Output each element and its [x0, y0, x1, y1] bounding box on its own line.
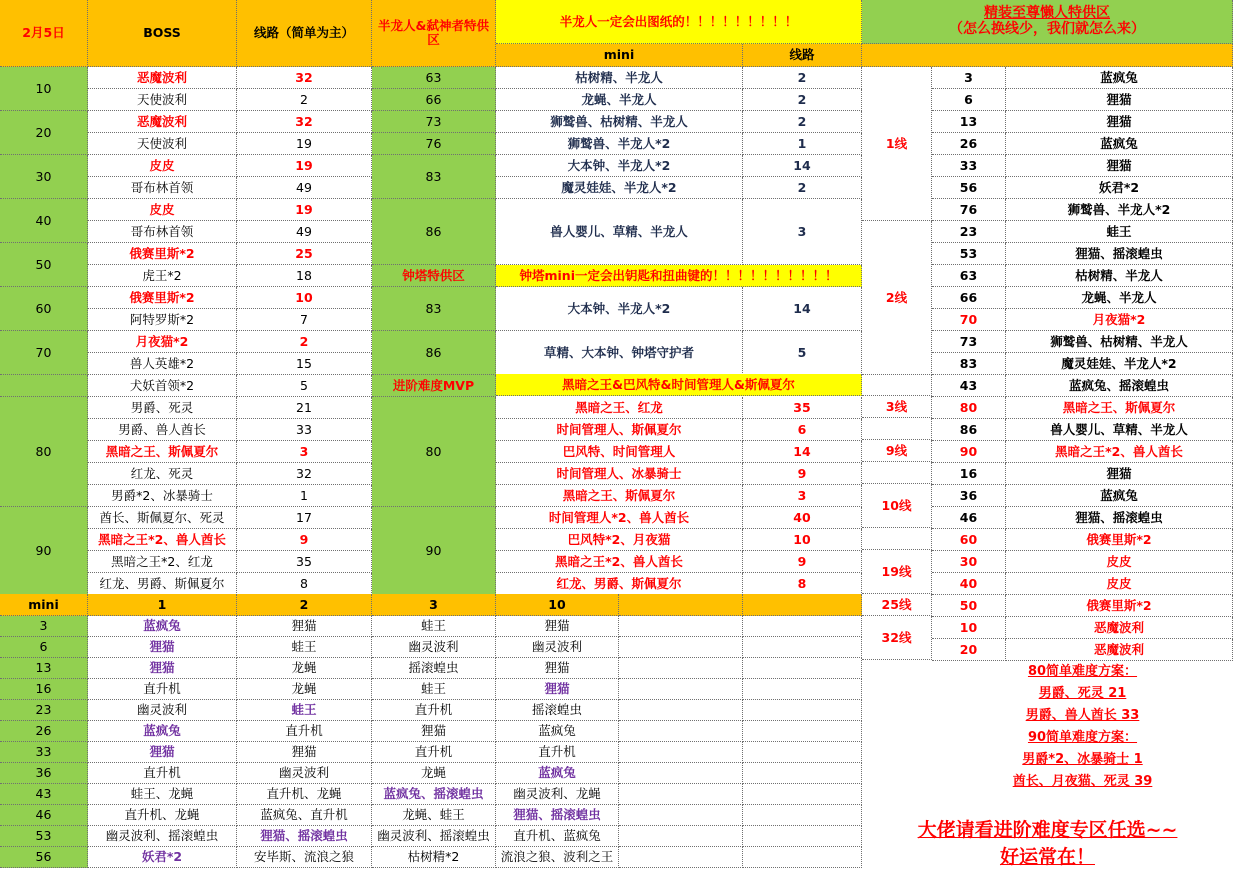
lazy-level-cell[interactable]: 40 — [932, 573, 1006, 595]
mvp-mini-cell[interactable]: 巴风特*2、月夜猫 — [496, 529, 743, 551]
boss-header: BOSS — [88, 0, 237, 67]
mini-level-cell[interactable]: 53 — [0, 826, 88, 847]
mini-table-cell[interactable]: 蓝疯兔 — [496, 721, 619, 742]
mini-level-cell[interactable]: 16 — [0, 679, 88, 700]
mini-table-cell[interactable]: 直升机、龙蝇 — [88, 805, 237, 826]
mini-table-cell[interactable]: 狸猫 — [372, 721, 496, 742]
special-level-cell[interactable]: 80 — [372, 397, 496, 507]
boss-cell[interactable]: 黑暗之王*2、兽人酋长 — [88, 529, 237, 551]
route-cell[interactable]: 49 — [237, 177, 372, 199]
boss-cell[interactable]: 红龙、死灵 — [88, 463, 237, 485]
boss-cell[interactable]: 兽人英雄*2 — [88, 353, 237, 375]
boss-cell[interactable]: 虎王*2 — [88, 265, 237, 287]
line-group-cell-empty[interactable] — [862, 462, 932, 484]
plan80-b: 男爵、兽人酋长 33 — [1025, 707, 1140, 723]
line-group-cell-empty[interactable] — [862, 375, 932, 396]
boss-cell[interactable]: 恶魔波利 — [88, 111, 237, 133]
mini-table-cell[interactable]: 直升机 — [88, 679, 237, 700]
mini-table-cell[interactable]: 幽灵波利 — [237, 763, 372, 784]
mvp-line-cell[interactable]: 3 — [743, 485, 862, 507]
mini-table-cell[interactable]: 直升机 — [372, 700, 496, 721]
lazy-mini-cell[interactable]: 枯树精、半龙人 — [1006, 265, 1233, 287]
line-group-cell-empty[interactable] — [862, 528, 932, 550]
line-group-cell[interactable]: 25线 — [862, 594, 932, 616]
level-cell-empty[interactable] — [0, 375, 88, 397]
mini-table-cell[interactable]: 幽灵波利、摇滚蝗虫 — [372, 826, 496, 847]
lazy-level-cell[interactable]: 76 — [932, 199, 1006, 221]
mvp-mini-cell[interactable]: 巴风特、时间管理人 — [496, 441, 743, 463]
lazy-mini-cell[interactable]: 蛙王 — [1006, 221, 1233, 243]
line-group-cell-empty[interactable] — [862, 418, 932, 440]
mini-table-cell[interactable]: 直升机 — [372, 742, 496, 763]
special-level-cell[interactable]: 73 — [372, 111, 496, 133]
route-cell[interactable]: 33 — [237, 419, 372, 441]
mvp-line-cell[interactable]: 6 — [743, 419, 862, 441]
special-level-cell[interactable]: 86 — [372, 199, 496, 265]
lazy-level-cell[interactable]: 6 — [932, 89, 1006, 111]
mini-level-cell[interactable]: 33 — [0, 742, 88, 763]
lazy-mini-cell[interactable]: 恶魔波利 — [1006, 617, 1233, 639]
route-cell[interactable]: 19 — [237, 199, 372, 221]
mini-table-cell[interactable]: 狸猫 — [496, 658, 619, 679]
mini-level-cell[interactable]: 36 — [0, 763, 88, 784]
lazy-level-cell[interactable]: 86 — [932, 419, 1006, 441]
mini-table-blank[interactable] — [743, 679, 862, 700]
line-header: 线路 — [743, 44, 862, 67]
mini-cell[interactable]: 枯树精、半龙人 — [496, 67, 743, 89]
mini-table-cell[interactable]: 蛙王 — [372, 679, 496, 700]
special-level-cell[interactable]: 83 — [372, 155, 496, 199]
mini-cell[interactable]: 狮鹫兽、枯树精、半龙人 — [496, 111, 743, 133]
route-cell[interactable]: 18 — [237, 265, 372, 287]
lazy-mini-cell[interactable]: 狮鹫兽、枯树精、半龙人 — [1006, 331, 1233, 353]
lazy-mini-cell[interactable]: 皮皮 — [1006, 551, 1233, 573]
mini-table-cell[interactable]: 直升机 — [496, 742, 619, 763]
mini-table-header-cell[interactable]: 1 — [88, 594, 237, 616]
mvp-line-cell[interactable]: 35 — [743, 397, 862, 419]
special-level-cell[interactable]: 63 — [372, 67, 496, 89]
mini-table-blank[interactable] — [743, 616, 862, 637]
line-cell[interactable]: 2 — [743, 89, 862, 111]
boss-cell[interactable]: 天使波利 — [88, 89, 237, 111]
mini-table-cell[interactable]: 幽灵波利、摇滚蝗虫 — [88, 826, 237, 847]
level-cell[interactable]: 10 — [0, 67, 88, 111]
lazy-mini-cell[interactable]: 狸猫、摇滚蝗虫 — [1006, 507, 1233, 529]
mvp-line-cell[interactable]: 9 — [743, 551, 862, 573]
mini-table-blank[interactable] — [619, 658, 743, 679]
mini-table-cell[interactable]: 龙蝇 — [237, 679, 372, 700]
level-cell[interactable]: 30 — [0, 155, 88, 199]
line-cell[interactable]: 14 — [743, 287, 862, 331]
lazy-mini-cell[interactable]: 黑暗之王*2、兽人酋长 — [1006, 441, 1233, 463]
special-level-cell[interactable]: 86 — [372, 331, 496, 375]
mini-table-header-cell[interactable]: 3 — [372, 594, 496, 616]
line-group-cell[interactable]: 19线 — [862, 550, 932, 594]
line-group-cell[interactable]: 1线 — [862, 67, 932, 221]
mini-table-cell[interactable]: 狸猫 — [88, 742, 237, 763]
boss-cell[interactable]: 犬妖首领*2 — [88, 375, 237, 397]
mini-table-cell[interactable]: 蛙王、龙蝇 — [88, 784, 237, 805]
boss-cell[interactable]: 恶魔波利 — [88, 67, 237, 89]
mini-table-cell[interactable]: 龙蝇、蛙王 — [372, 805, 496, 826]
route-cell[interactable]: 25 — [237, 243, 372, 265]
line-cell[interactable]: 5 — [743, 331, 862, 375]
route-cell[interactable]: 19 — [237, 155, 372, 177]
mini-table-cell[interactable]: 摇滚蝗虫 — [372, 658, 496, 679]
mini-cell[interactable]: 魔灵娃娃、半龙人*2 — [496, 177, 743, 199]
mini-table-cell[interactable]: 直升机 — [237, 721, 372, 742]
mini-table-blank[interactable] — [743, 658, 862, 679]
lazy-mini-cell[interactable]: 蓝疯兔 — [1006, 485, 1233, 507]
special-zone-label[interactable]: 钟塔特供区 — [372, 265, 496, 287]
mini-table-cell[interactable]: 蛙王 — [237, 637, 372, 658]
lazy-mini-cell[interactable]: 兽人婴儿、草精、半龙人 — [1006, 419, 1233, 441]
lazy-level-cell[interactable]: 80 — [932, 397, 1006, 419]
route-cell[interactable]: 35 — [237, 551, 372, 573]
line-group-cell[interactable]: 3线 — [862, 396, 932, 418]
mini-table-blank[interactable] — [619, 784, 743, 805]
route-cell[interactable]: 32 — [237, 463, 372, 485]
mini-level-cell[interactable]: 43 — [0, 784, 88, 805]
mini-table-blank[interactable] — [743, 847, 862, 868]
lazy-level-cell[interactable]: 13 — [932, 111, 1006, 133]
lazy-mini-cell[interactable]: 狸猫 — [1006, 89, 1233, 111]
line-group-cell[interactable]: 10线 — [862, 484, 932, 528]
mvp-line-cell[interactable]: 40 — [743, 507, 862, 529]
mini-table-cell[interactable]: 幽灵波利 — [496, 637, 619, 658]
mini-table-cell[interactable]: 蓝疯兔 — [88, 721, 237, 742]
route-cell[interactable]: 9 — [237, 529, 372, 551]
lazy-mini-cell[interactable]: 狸猫 — [1006, 111, 1233, 133]
mvp-mini-cell[interactable]: 黑暗之王、红龙 — [496, 397, 743, 419]
mini-table-cell[interactable]: 龙蝇 — [237, 658, 372, 679]
mini-table-cell[interactable]: 直升机、蓝疯兔 — [496, 826, 619, 847]
mini-table-cell[interactable]: 狸猫、摇滚蝗虫 — [496, 805, 619, 826]
special-zone-label[interactable]: 进阶难度MVP — [372, 375, 496, 397]
lazy-level-cell[interactable]: 53 — [932, 243, 1006, 265]
mini-table-blank[interactable] — [619, 700, 743, 721]
mini-table-cell[interactable]: 狸猫 — [88, 637, 237, 658]
mini-level-cell[interactable]: 23 — [0, 700, 88, 721]
mini-cell[interactable]: 狮鹫兽、半龙人*2 — [496, 133, 743, 155]
special-level-cell[interactable]: 90 — [372, 507, 496, 595]
mini-table-cell[interactable]: 蛙王 — [372, 616, 496, 637]
line-group-cell[interactable]: 9线 — [862, 440, 932, 462]
line-cell[interactable]: 2 — [743, 67, 862, 89]
mini-table-cell[interactable]: 狸猫 — [237, 616, 372, 637]
lazy-mini-cell[interactable]: 恶魔波利 — [1006, 639, 1233, 661]
mini-cell[interactable]: 龙蝇、半龙人 — [496, 89, 743, 111]
line-cell[interactable]: 2 — [743, 177, 862, 199]
mvp-mini-cell[interactable]: 时间管理人、斯佩夏尔 — [496, 419, 743, 441]
mini-table-header-cell[interactable]: 10 — [496, 594, 619, 616]
mini-table-cell[interactable]: 安毕斯、流浪之狼 — [237, 847, 372, 868]
mini-table-cell[interactable]: 蓝疯兔 — [88, 616, 237, 637]
boss-cell[interactable]: 皮皮 — [88, 199, 237, 221]
guarantee-note: 半龙人一定会出图纸的！！！！！！！！！ — [496, 0, 862, 44]
mvp-line-cell[interactable]: 8 — [743, 573, 862, 595]
lazy-level-cell[interactable]: 46 — [932, 507, 1006, 529]
footer-line1: 大佬请看进阶难度专区任选~~ — [917, 818, 1178, 841]
mini-table-cell[interactable]: 狸猫、摇滚蝗虫 — [237, 826, 372, 847]
lazy-level-cell[interactable]: 16 — [932, 463, 1006, 485]
boss-cell[interactable]: 俄赛里斯*2 — [88, 243, 237, 265]
mini-header: mini — [496, 44, 743, 67]
mini-table-blank[interactable] — [743, 805, 862, 826]
route-cell[interactable]: 2 — [237, 89, 372, 111]
route-cell[interactable]: 5 — [237, 375, 372, 397]
lazy-level-cell[interactable]: 70 — [932, 309, 1006, 331]
route-cell[interactable]: 1 — [237, 485, 372, 507]
plan80-title: 80简单难度方案： — [1027, 663, 1138, 679]
level-cell[interactable]: 50 — [0, 243, 88, 287]
lazy-level-cell[interactable]: 83 — [932, 353, 1006, 375]
lazy-zone-title: 精装至尊懒人特供区 — [984, 5, 1110, 22]
lazy-level-cell[interactable]: 26 — [932, 133, 1006, 155]
mini-table-blank[interactable] — [619, 721, 743, 742]
mini-table-header-cell[interactable]: 2 — [237, 594, 372, 616]
level-cell[interactable]: 70 — [0, 331, 88, 375]
mvp-mini-cell[interactable]: 时间管理人*2、兽人酋长 — [496, 507, 743, 529]
line-cell[interactable]: 14 — [743, 155, 862, 177]
boss-cell[interactable]: 月夜猫*2 — [88, 331, 237, 353]
plan90-b: 酋长、月夜猫、死灵 39 — [1012, 773, 1153, 789]
mini-level-cell[interactable]: 26 — [0, 721, 88, 742]
lazy-level-cell[interactable]: 30 — [932, 551, 1006, 573]
special-level-cell[interactable]: 76 — [372, 133, 496, 155]
mini-table-cell[interactable]: 狸猫 — [496, 679, 619, 700]
mini-cell[interactable]: 草精、大本钟、钟塔守护者 — [496, 331, 743, 375]
mini-level-cell[interactable]: 56 — [0, 847, 88, 868]
level-cell[interactable]: 20 — [0, 111, 88, 155]
route-cell[interactable]: 8 — [237, 573, 372, 595]
line-group-cell[interactable]: 2线 — [862, 221, 932, 375]
lazy-level-cell[interactable]: 50 — [932, 595, 1006, 617]
lazy-mini-cell[interactable]: 龙蝇、半龙人 — [1006, 287, 1233, 309]
lazy-level-cell[interactable]: 36 — [932, 485, 1006, 507]
lazy-mini-cell[interactable]: 狸猫、摇滚蝗虫 — [1006, 243, 1233, 265]
mvp-line-cell[interactable]: 10 — [743, 529, 862, 551]
mini-level-cell[interactable]: 46 — [0, 805, 88, 826]
lazy-mini-cell[interactable]: 蓝疯兔、摇滚蝗虫 — [1006, 375, 1233, 397]
route-cell[interactable]: 21 — [237, 397, 372, 419]
line-cell[interactable]: 1 — [743, 133, 862, 155]
lazy-level-cell[interactable]: 10 — [932, 617, 1006, 639]
boss-cell[interactable]: 男爵、死灵 — [88, 397, 237, 419]
route-header: 线路（简单为主） — [237, 0, 372, 67]
footer-line2: 好运常在！ — [999, 846, 1095, 869]
lazy-level-cell[interactable]: 3 — [932, 67, 1006, 89]
mini-table-header-blank[interactable] — [743, 594, 862, 616]
level-cell[interactable]: 60 — [0, 287, 88, 331]
mvp-note: 黑暗之王&巴风特&时间管理人&斯佩夏尔 — [496, 374, 862, 396]
mini-table-header-blank[interactable] — [619, 594, 743, 616]
mvp-mini-cell[interactable]: 黑暗之王、斯佩夏尔 — [496, 485, 743, 507]
route-cell[interactable]: 49 — [237, 221, 372, 243]
lazy-level-cell[interactable]: 63 — [932, 265, 1006, 287]
mini-table-cell[interactable]: 狸猫 — [88, 658, 237, 679]
boss-cell[interactable]: 黑暗之王、斯佩夏尔 — [88, 441, 237, 463]
special-zone-header: 半龙人&弑神者特供区 — [372, 0, 496, 67]
mini-table-blank[interactable] — [619, 679, 743, 700]
boss-cell[interactable]: 哥布林首领 — [88, 221, 237, 243]
mvp-line-cell[interactable]: 14 — [743, 441, 862, 463]
lazy-level-cell[interactable]: 90 — [932, 441, 1006, 463]
mini-cell[interactable]: 大本钟、半龙人*2 — [496, 155, 743, 177]
lazy-zone-header — [862, 0, 1233, 44]
clock-tower-note: 钟塔mini一定会出钥匙和扭曲键的！！！！！！！！！！ — [496, 265, 862, 287]
lazy-level-cell[interactable]: 60 — [932, 529, 1006, 551]
level-cell[interactable]: 90 — [0, 507, 88, 595]
boss-cell[interactable]: 天使波利 — [88, 133, 237, 155]
mini-table-cell[interactable]: 蓝疯兔 — [496, 763, 619, 784]
mini-table-cell[interactable]: 幽灵波利、龙蝇 — [496, 784, 619, 805]
mini-table-blank[interactable] — [619, 826, 743, 847]
mini-cell[interactable]: 大本钟、半龙人*2 — [496, 287, 743, 331]
special-level-cell[interactable]: 83 — [372, 287, 496, 331]
mini-table-cell[interactable]: 直升机 — [88, 763, 237, 784]
lazy-mini-cell[interactable]: 黑暗之王、斯佩夏尔 — [1006, 397, 1233, 419]
mini-table-blank[interactable] — [619, 637, 743, 658]
mini-table-cell[interactable]: 蓝疯兔、摇滚蝗虫 — [372, 784, 496, 805]
lazy-mini-cell[interactable]: 妖君*2 — [1006, 177, 1233, 199]
mvp-mini-cell[interactable]: 时间管理人、冰暴骑士 — [496, 463, 743, 485]
mini-table-cell[interactable]: 妖君*2 — [88, 847, 237, 868]
mini-table-blank[interactable] — [619, 742, 743, 763]
mini-table-blank[interactable] — [619, 616, 743, 637]
lazy-level-cell[interactable]: 23 — [932, 221, 1006, 243]
lazy-level-cell[interactable]: 56 — [932, 177, 1006, 199]
lazy-mini-cell[interactable]: 蓝疯兔 — [1006, 67, 1233, 89]
route-cell[interactable]: 19 — [237, 133, 372, 155]
mini-table-cell[interactable]: 流浪之狼、波利之王 — [496, 847, 619, 868]
line-group-cell[interactable]: 32线 — [862, 616, 932, 660]
boss-cell[interactable]: 哥布林首领 — [88, 177, 237, 199]
lazy-mini-cell[interactable]: 狸猫 — [1006, 463, 1233, 485]
mini-table-blank[interactable] — [619, 847, 743, 868]
plan80-a: 男爵、死灵 21 — [1038, 685, 1127, 701]
mini-table-blank[interactable] — [743, 742, 862, 763]
lazy-level-cell[interactable]: 66 — [932, 287, 1006, 309]
route-cell[interactable]: 32 — [237, 67, 372, 89]
mini-table-blank[interactable] — [619, 763, 743, 784]
route-cell[interactable]: 2 — [237, 331, 372, 353]
lazy-mini-cell[interactable]: 俄赛里斯*2 — [1006, 529, 1233, 551]
lazy-level-cell[interactable]: 43 — [932, 375, 1006, 397]
lazy-level-cell[interactable]: 20 — [932, 639, 1006, 661]
date-header: 2月5日 — [0, 0, 88, 67]
mvp-mini-cell[interactable]: 黑暗之王*2、兽人酋长 — [496, 551, 743, 573]
mvp-line-cell[interactable]: 9 — [743, 463, 862, 485]
boss-cell[interactable]: 皮皮 — [88, 155, 237, 177]
mini-table-cell[interactable]: 蛙王 — [237, 700, 372, 721]
lazy-mini-cell[interactable]: 魔灵娃娃、半龙人*2 — [1006, 353, 1233, 375]
route-cell[interactable]: 10 — [237, 287, 372, 309]
level-cell[interactable]: 40 — [0, 199, 88, 243]
lazy-mini-cell[interactable]: 蓝疯兔 — [1006, 133, 1233, 155]
mvp-mini-cell[interactable]: 红龙、男爵、斯佩夏尔 — [496, 573, 743, 595]
boss-cell[interactable]: 男爵、兽人酋长 — [88, 419, 237, 441]
plan90-a: 男爵*2、冰暴骑士 1 — [1022, 751, 1143, 767]
boss-cell[interactable]: 黑暗之王*2、红龙 — [88, 551, 237, 573]
mini-table-header-cell[interactable]: mini — [0, 594, 88, 616]
mini-level-cell[interactable]: 6 — [0, 637, 88, 658]
mini-table-cell[interactable]: 幽灵波利 — [88, 700, 237, 721]
mini-table-cell[interactable]: 直升机、龙蝇 — [237, 784, 372, 805]
mini-level-cell[interactable]: 13 — [0, 658, 88, 679]
lazy-mini-cell[interactable]: 月夜猫*2 — [1006, 309, 1233, 331]
line-cell[interactable]: 2 — [743, 111, 862, 133]
lazy-mini-cell[interactable]: 俄赛里斯*2 — [1006, 595, 1233, 617]
lazy-level-cell[interactable]: 73 — [932, 331, 1006, 353]
mini-table-blank[interactable] — [743, 826, 862, 847]
lazy-zone-subtitle: （怎么换线少，我们就怎么来） — [949, 20, 1145, 37]
route-cell[interactable]: 17 — [237, 507, 372, 529]
mini-table-cell[interactable]: 龙蝇 — [372, 763, 496, 784]
mini-cell[interactable]: 兽人婴儿、草精、半龙人 — [496, 199, 743, 265]
route-cell[interactable]: 7 — [237, 309, 372, 331]
lazy-mini-cell[interactable]: 狮鹫兽、半龙人*2 — [1006, 199, 1233, 221]
lazy-level-cell[interactable]: 33 — [932, 155, 1006, 177]
mini-table-cell[interactable]: 摇滚蝗虫 — [496, 700, 619, 721]
lazy-mini-cell[interactable]: 皮皮 — [1006, 573, 1233, 595]
boss-cell[interactable]: 男爵*2、冰暴骑士 — [88, 485, 237, 507]
special-level-cell[interactable]: 66 — [372, 89, 496, 111]
boss-cell[interactable]: 俄赛里斯*2 — [88, 287, 237, 309]
route-cell[interactable]: 3 — [237, 441, 372, 463]
mini-table-blank[interactable] — [743, 637, 862, 658]
mini-table-cell[interactable]: 狸猫 — [237, 742, 372, 763]
mini-table-blank[interactable] — [743, 721, 862, 742]
level-cell[interactable]: 80 — [0, 397, 88, 507]
lazy-mini-cell[interactable]: 狸猫 — [1006, 155, 1233, 177]
mini-table-blank[interactable] — [619, 805, 743, 826]
mini-table-blank[interactable] — [743, 763, 862, 784]
boss-cell[interactable]: 红龙、男爵、斯佩夏尔 — [88, 573, 237, 595]
route-cell[interactable]: 32 — [237, 111, 372, 133]
mini-table-cell[interactable]: 枯树精*2 — [372, 847, 496, 868]
line-cell[interactable]: 3 — [743, 199, 862, 265]
mini-table-blank[interactable] — [743, 784, 862, 805]
route-cell[interactable]: 15 — [237, 353, 372, 375]
lazy-zone-header-bar — [862, 44, 1233, 67]
mini-table-cell[interactable]: 蓝疯兔、直升机 — [237, 805, 372, 826]
boss-cell[interactable]: 阿特罗斯*2 — [88, 309, 237, 331]
boss-cell[interactable]: 酋长、斯佩夏尔、死灵 — [88, 507, 237, 529]
mini-level-cell[interactable]: 3 — [0, 616, 88, 637]
plan90-title: 90简单难度方案： — [1027, 729, 1138, 745]
mini-table-blank[interactable] — [743, 700, 862, 721]
mini-table-cell[interactable]: 幽灵波利 — [372, 637, 496, 658]
mini-table-cell[interactable]: 狸猫 — [496, 616, 619, 637]
